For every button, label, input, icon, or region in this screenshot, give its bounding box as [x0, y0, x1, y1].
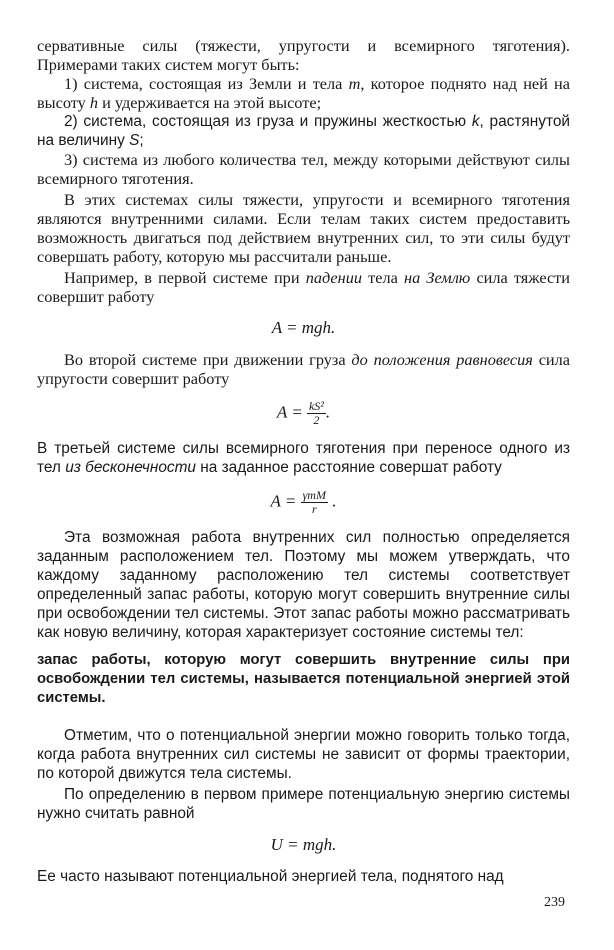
- fraction: $\frac{\text{γmM}}{r}$: [302, 488, 326, 516]
- formula-work-spring: A = $\frac{\text{kS²}}{2}$ .: [276, 399, 331, 427]
- paragraph-possible-work: Эта возможная работа внутренних сил полностью определяется заданным расположением тел. Поэтому мы можем утверждать, что каждому заданному расположению тел системы соответствует определенный запас работы, которую могут совершить внутренние силы при освобождении тел системы. Этот запас работы можно рассматривать как новую величину, которая характеризует состояние системы тел:: [37, 529, 570, 641]
- page-number: 239: [544, 895, 565, 910]
- list-item-1: 1) система, состоящая из Земли и тела m, которое поднято над ней на высоту h и удерживается на этой высоте;: [37, 74, 570, 112]
- paragraph-example-gravity: Например, в первой системе при падении тела на Землю сила тяжести совершит работу: [37, 268, 571, 306]
- definition-potential-energy: запас работы, которую могут совершить внутренние силы при освобождении тел системы, называется потенциальной энергией этой системы.: [37, 652, 570, 706]
- list-item-2: 2) система, состоящая из груза и пружины жесткостью k, растянутой на величину S;: [37, 113, 570, 149]
- paragraph-definition-first-example: По определению в первом примере потенциальную энергию системы нужно считать равной: [37, 786, 570, 822]
- paragraph-note: Отметим, что о потенциальной энергии можно говорить только тогда, когда работа внутренних сил системы не зависит от формы траектории, по которой движутся тела системы.: [37, 727, 570, 782]
- paragraph-example-spring: Во второй системе при движении груза до положения равновесия сила упругости совершит работу: [37, 350, 570, 388]
- fraction: $\frac{\text{kS²}}{2}$: [308, 399, 324, 427]
- formula-work-gravitation: A = $\frac{\text{γmM}}{r}$ .: [270, 488, 337, 516]
- paragraph-example-gravitation: В третьей системе силы всемирного тяготения при переносе одного из тел из бесконечности на заданное расстояние совершат работу: [37, 440, 570, 476]
- paragraph-internal-forces: В этих системах силы тяжести, упругости и всемирного тяготения являются внутренними силами. Если телам таких систем предоставить возможность двигаться под действием внутренних сил, то эти силы будут совершать работу, которую мы рассчитали раньше.: [37, 190, 570, 266]
- paragraph-continuation: сервативные силы (тяжести, упругости и всемирного тяготения). Примерами таких систем могут быть:: [37, 36, 570, 74]
- page-body: [37, 36, 570, 886]
- formula-potential-energy: U = mgh.: [270, 835, 337, 854]
- formula-work-gravity: A = mgh.: [271, 318, 336, 337]
- paragraph-last-line: Ее часто называют потенциальной энергией тела, поднятого над: [37, 868, 504, 885]
- list-item-3: 3) система из любого количества тел, между которыми действуют силы всемирного тяготения.: [37, 150, 570, 188]
